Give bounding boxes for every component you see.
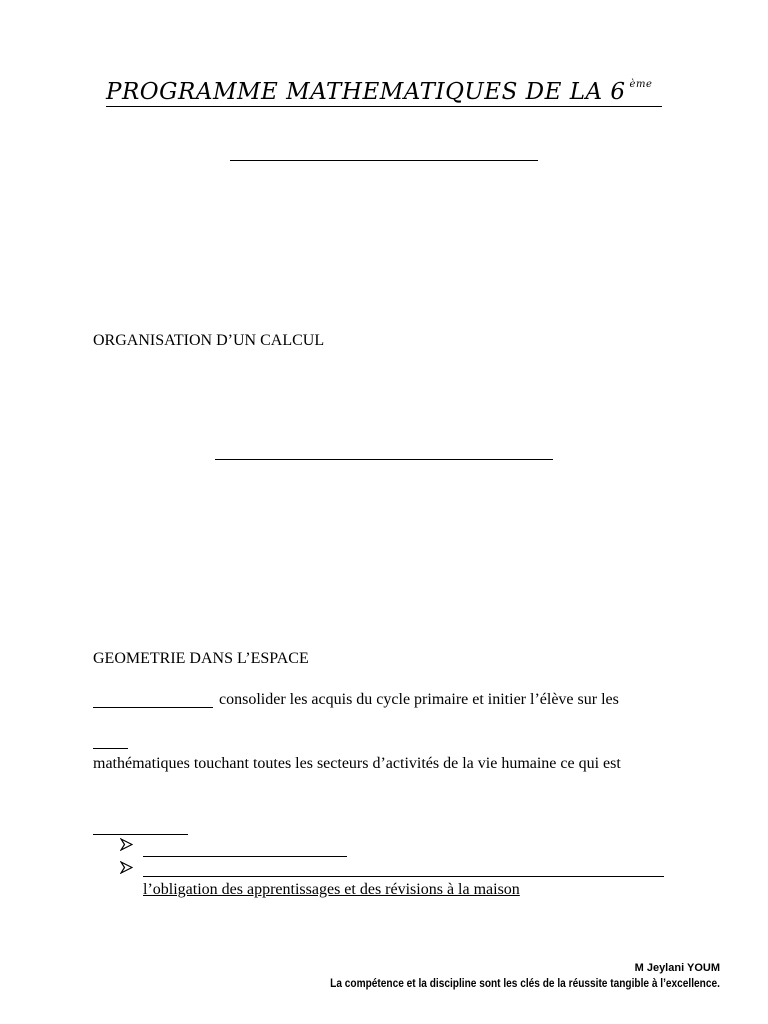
section-heading-calcul: ORGANISATION D’UN CALCUL <box>93 332 325 349</box>
blank-rule-2 <box>215 459 553 460</box>
document-title-text: PROGRAMME MATHEMATIQUES DE LA 6 <box>106 79 626 105</box>
blank-rule-6 <box>143 856 347 857</box>
blank-rule-5 <box>93 834 188 835</box>
author-name: M Jeylani YOUM <box>634 962 720 974</box>
section-heading-geometrie: GEOMETRIE DANS L’ESPACE <box>93 650 309 667</box>
paragraph-line-2: mathématiques touchant toutes les secteurs d’activités de la vie humaine ce qui est <box>93 755 621 772</box>
bullet-item-text: l’obligation des apprentissages et des révisions à la maison <box>143 881 520 898</box>
footer-motto: La compétence et la discipline sont les clés de la réussite tangible à l’excellence. <box>330 978 720 990</box>
arrow-bullet-icon <box>120 838 133 855</box>
paragraph-line-1: consolider les acquis du cycle primaire et initier l’élève sur les <box>219 691 619 708</box>
blank-rule-4 <box>93 748 128 749</box>
document-title-superscript: ème <box>629 79 653 90</box>
document-title <box>106 78 662 107</box>
arrow-bullet-icon <box>120 861 133 878</box>
blank-rule-7 <box>143 876 664 877</box>
blank-rule-3 <box>93 707 213 708</box>
blank-rule-1 <box>230 160 538 161</box>
